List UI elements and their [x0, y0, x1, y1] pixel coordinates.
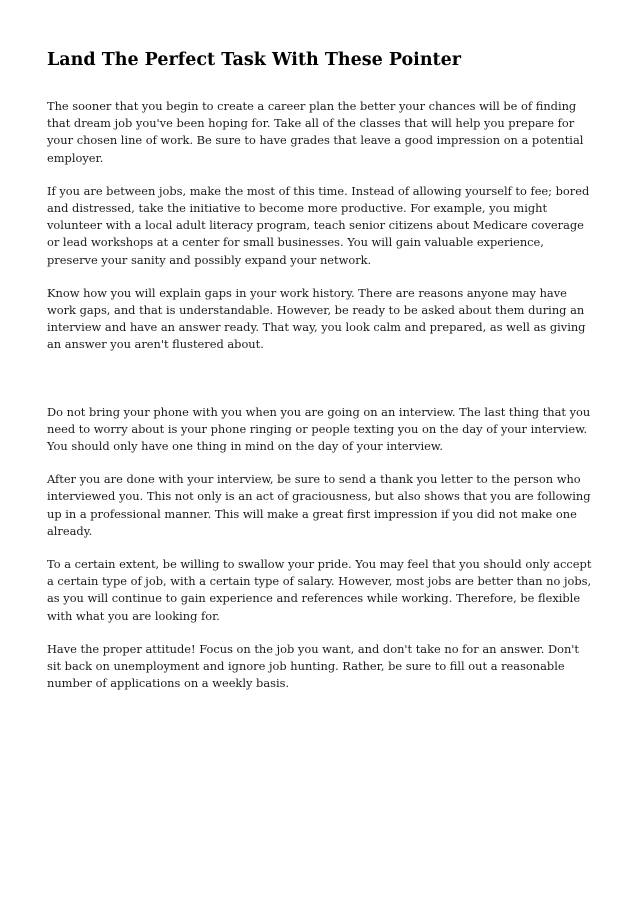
paragraph-career-plan: The sooner that you begin to create a career plan the better your chances will be of finding that dream job you've been hoping for. Take all of the classes that will help you prepare for your chosen line of work. Be sure to have grades that leave a good impression on a potential employer.	[47, 99, 584, 165]
paragraph-thank-you-letter: After you are done with your interview, be sure to send a thank you letter to the person who interviewed you. This not only is an act of graciousness, but also shows that you are following up in a professional manner. This will make a great first impression if you did not make one already.	[47, 472, 591, 538]
paragraph-work-gaps: Know how you will explain gaps in your work history. There are reasons anyone may have work gaps, and that is understandable. However, be ready to be asked about them during an interview and have an answer ready. That way, you look calm and prepared, as well as giving an answer you aren't flustered about.	[47, 285, 586, 352]
document-body	[47, 98, 596, 692]
paragraph-attitude: Have the proper attitude! Focus on the job you want, and don't take no for an answer. Don't sit back on unemployment and ignore job hunting. Rather, be sure to fill out a reasonable number of applications on a weekly basis.	[47, 641, 579, 691]
paragraph-pride: To a certain extent, be willing to swallow your pride. You may feel that you should only accept a certain type of job, with a certain type of salary. However, most jobs are better than no jobs, as you will continue to gain experience and references while working. Therefore, be flexible with what you are looking for.	[47, 557, 592, 623]
paragraph-phone: Do not bring your phone with you when you are going on an interview. The last thing that you need to worry about is your phone ringing or people texting you on the day of your interview. You should only have one thing in mind on the day of your interview.	[47, 404, 591, 454]
blank-space	[47, 370, 596, 404]
document-title: Land The Perfect Task With These Pointer	[47, 50, 461, 70]
paragraph-between-jobs: If you are between jobs, make the most of this time. Instead of allowing yourself to fee; bored and distressed, take the initiative to become more productive. For example, you might volunteer with a local adult literacy program, teach senior citizens about Medicare coverage or lead workshops at a center for small businesses. You will gain valuable experience, preserve your sanity and possibly expand your network.	[47, 183, 590, 267]
